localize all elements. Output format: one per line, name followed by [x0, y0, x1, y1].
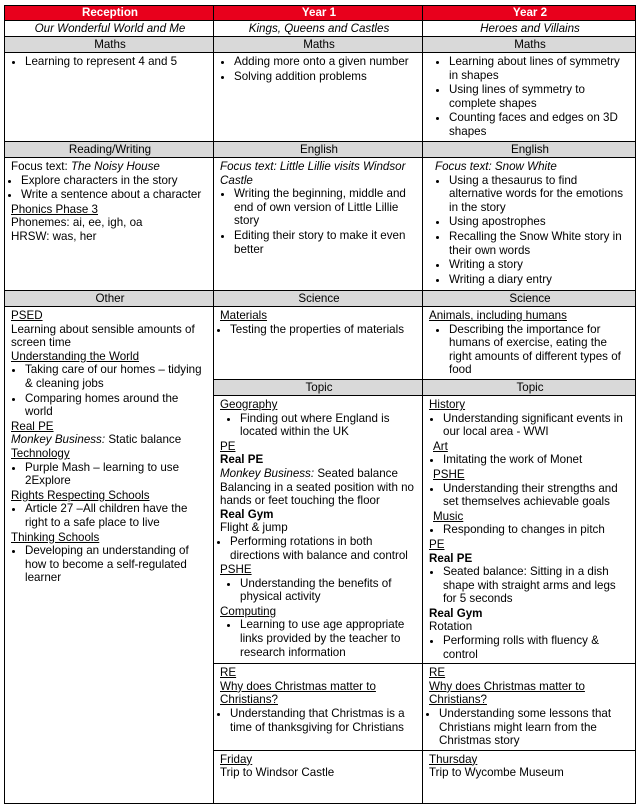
- list-item: • Writing the beginning, middle and end of own version of Little Lillie story: [234, 187, 418, 228]
- list-item: • Counting faces and edges on 3D shapes: [449, 111, 631, 138]
- hrsw-line: HRSW: was, her: [11, 229, 97, 243]
- topic-heading-year1: Topic: [214, 379, 423, 395]
- focus-text-line: Focus text: Snow White: [435, 160, 557, 173]
- english-year1-cell: [214, 158, 423, 291]
- list-item: • Write a sentence about a character: [21, 188, 209, 202]
- list-item: • Adding more onto a given number: [234, 55, 418, 69]
- list-item: • Writing a diary entry: [449, 273, 631, 287]
- list-item: • Using a thesaurus to find alternative words for the emotions in the story: [449, 174, 631, 215]
- list-item: • Explore characters in the story: [21, 174, 209, 188]
- re-year1-cell: [214, 664, 423, 751]
- trip-day: Friday: [220, 752, 253, 766]
- theme-reception: Our Wonderful World and Me: [5, 21, 214, 37]
- re-question: Why does Christmas matter to Christians?: [429, 679, 585, 707]
- science-year2-cell: [423, 307, 636, 380]
- computing-heading: Computing: [220, 604, 277, 618]
- rrs-heading: Rights Respecting Schools: [11, 488, 150, 502]
- thinking-schools-heading: Thinking Schools: [11, 530, 100, 544]
- other-cell: [5, 307, 214, 804]
- list-item: • Understanding their strengths and set themselves achievable goals: [443, 482, 631, 509]
- list-item: • Understanding some lessons that Christians might learn from the Christmas story: [439, 707, 631, 748]
- geography-heading: Geography: [220, 397, 278, 411]
- header-reception: Reception: [5, 6, 214, 21]
- list-item: • Taking care of our homes – tidying & cleaning jobs: [25, 363, 209, 390]
- pshe-heading: PSHE: [220, 563, 252, 577]
- maths-heading-row: [5, 37, 636, 53]
- re-year2-cell: [423, 664, 636, 751]
- trip-text: Trip to Wycombe Museum: [429, 766, 564, 780]
- maths-heading-year2: Maths: [423, 37, 636, 53]
- list-item: • Imitating the work of Monet: [443, 453, 631, 467]
- psed-heading: PSED: [11, 309, 43, 322]
- trip-year1-cell: [214, 750, 423, 803]
- header-year2: Year 2: [423, 6, 636, 21]
- re-question: Why does Christmas matter to Christians?: [220, 679, 376, 707]
- flight-jump-line: Flight & jump: [220, 521, 288, 535]
- science-heading-year2: Science: [423, 291, 636, 307]
- list-item: • Recalling the Snow White story in their own words: [449, 230, 631, 257]
- pshe-heading: PSHE: [433, 467, 465, 481]
- list-item: • Testing the properties of materials: [230, 323, 418, 337]
- trip-year2-cell: [423, 750, 636, 803]
- science-year1-cell: [214, 307, 423, 380]
- re-heading: RE: [429, 666, 446, 680]
- list-item: • Performing rotations in both directions with balance and control: [230, 535, 418, 562]
- other-heading: Other: [5, 291, 214, 307]
- english-heading-year1: English: [214, 142, 423, 158]
- rotation-line: Rotation: [429, 620, 473, 634]
- other-heading-row: [5, 291, 636, 307]
- header-year1: Year 1: [214, 6, 423, 21]
- reading-writing-heading: Reading/Writing: [5, 142, 214, 158]
- list-item: • Using apostrophes: [449, 215, 631, 229]
- list-item: • Understanding that Christmas is a time of thanksgiving for Christians: [230, 707, 418, 734]
- english-heading-year2: English: [423, 142, 636, 158]
- list-item: • Learning about lines of symmetry in shapes: [449, 55, 631, 82]
- theme-year2: Heroes and Villains: [423, 21, 636, 37]
- maths-reception-cell: [5, 53, 214, 142]
- real-pe-label: Real PE: [429, 551, 473, 565]
- pe-heading: PE: [220, 439, 236, 453]
- re-heading: RE: [220, 666, 237, 680]
- focus-text-line: Focus text: Little Lillie visits Windsor Castle: [220, 160, 406, 187]
- monkey-business-line: Monkey Business: Seated balance: [220, 466, 398, 480]
- utw-heading: Understanding the World: [11, 349, 140, 363]
- list-item: • Purple Mash – learning to use 2Explore: [25, 461, 209, 488]
- list-item: • Learning to use age appropriate links provided by the teacher to research information: [240, 618, 418, 659]
- list-item: • Using lines of symmetry to complete shapes: [449, 83, 631, 110]
- materials-heading: Materials: [220, 309, 268, 322]
- list-item: • Responding to changes in pitch: [443, 523, 631, 537]
- list-item: • Learning to represent 4 and 5: [25, 55, 209, 69]
- list-item: • Understanding significant events in our local area - WWI: [443, 412, 631, 439]
- topic-year2-cell: [423, 395, 636, 663]
- real-gym-label: Real Gym: [429, 606, 483, 620]
- balance-line: Balancing in a seated position with no hands or feet touching the floor: [220, 480, 415, 508]
- header-row: [5, 6, 636, 21]
- list-item: • Seated balance: Sitting in a dish shape with straight arms and legs for 5 seconds: [443, 565, 631, 606]
- curriculum-table: [4, 5, 636, 804]
- list-item: • Writing a story: [449, 258, 631, 272]
- history-heading: History: [429, 397, 466, 411]
- science-heading-year1: Science: [214, 291, 423, 307]
- list-item: • Describing the importance for humans of exercise, eating the right amounts of different types of food: [449, 323, 631, 377]
- focus-title: The Noisy House: [70, 160, 160, 173]
- maths-year1-cell: [214, 53, 423, 142]
- maths-year2-cell: [423, 53, 636, 142]
- topic-heading-year2: Topic: [423, 379, 636, 395]
- list-item: • Performing rolls with fluency & control: [443, 634, 631, 661]
- trip-day: Thursday: [429, 752, 478, 766]
- real-pe-heading: Real PE: [11, 419, 54, 433]
- pe-heading: PE: [429, 537, 445, 551]
- reading-writing-cell: [5, 158, 214, 291]
- focus-text-line: Focus text: The Noisy House: [11, 160, 160, 173]
- animals-heading: Animals, including humans: [429, 309, 567, 322]
- maths-row: [5, 53, 636, 142]
- english-row: [5, 158, 636, 291]
- trip-text: Trip to Windsor Castle: [220, 766, 335, 780]
- list-item: • Comparing homes around the world: [25, 392, 209, 419]
- real-gym-label: Real Gym: [220, 507, 274, 521]
- phonics-heading: Phonics Phase 3: [11, 202, 99, 216]
- theme-row: [5, 21, 636, 37]
- list-item: • Article 27 –All children have the right to a safe place to live: [25, 502, 209, 529]
- maths-heading-year1: Maths: [214, 37, 423, 53]
- list-item: • Solving addition problems: [234, 70, 418, 84]
- theme-year1: Kings, Queens and Castles: [214, 21, 423, 37]
- real-pe-label: Real PE: [220, 453, 264, 467]
- music-heading: Music: [433, 509, 464, 523]
- topic-year1-cell: [214, 395, 423, 663]
- list-item: • Editing their story to make it even better: [234, 229, 418, 256]
- psed-text: Learning about sensible amounts of screen time: [11, 322, 195, 350]
- art-heading: Art: [433, 439, 448, 453]
- maths-heading-reception: Maths: [5, 37, 214, 53]
- phonemes-line: Phonemes: ai, ee, igh, oa: [11, 216, 143, 230]
- list-item: • Understanding the benefits of physical activity: [240, 577, 418, 604]
- technology-heading: Technology: [11, 446, 70, 460]
- english-heading-row: [5, 142, 636, 158]
- monkey-business-line: Monkey Business: Static balance: [11, 433, 182, 447]
- list-item: • Developing an understanding of how to become a self-regulated learner: [25, 544, 209, 585]
- english-year2-cell: [423, 158, 636, 291]
- science-row: [5, 307, 636, 380]
- list-item: • Finding out where England is located within the UK: [240, 412, 418, 439]
